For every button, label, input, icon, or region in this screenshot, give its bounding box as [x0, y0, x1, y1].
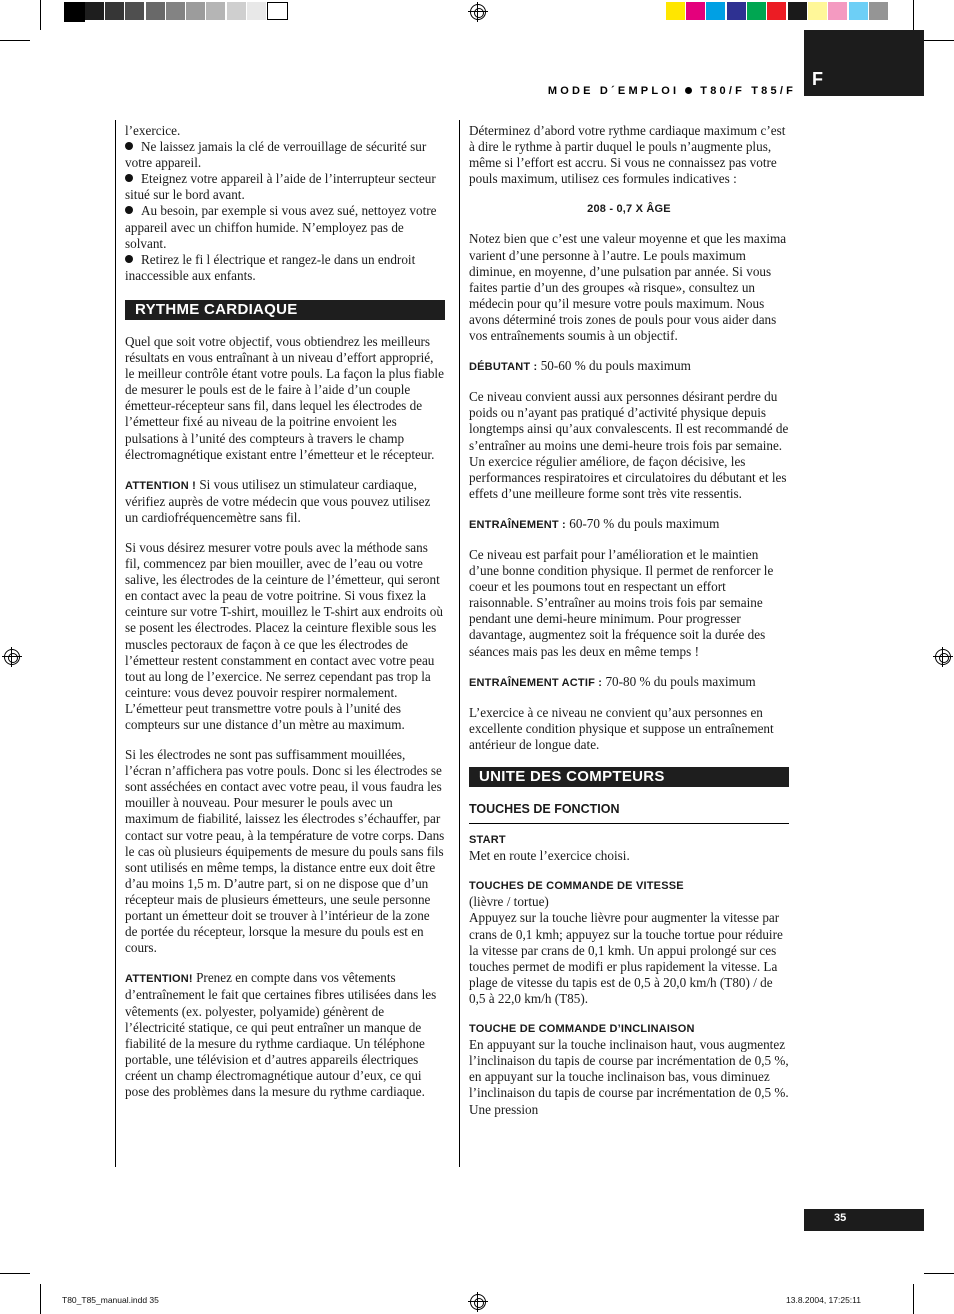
- paragraph: Notez bien que c’est une valeur moyenne et que les maxima varient d’une personne à l’autre. Le pouls maximum diminue, en moyenne, d’une pulsation par année. Si vous faites partie d’un des groupes «à risque», consultez un médecin pour qu’il mesure votre pouls maximum. Nous avons déterminé trois zones de pouls pour vous aider dans vos entraînements soumis à un objectif.: [469, 231, 787, 344]
- list-item: Ne laissez jamais la clé de verrouillage de sécurité sur votre appareil.: [125, 139, 427, 171]
- gray-swatch: [247, 2, 266, 20]
- bullet-dot-icon: [125, 206, 133, 214]
- gray-swatch: [267, 2, 288, 20]
- attention-label: ATTENTION!: [125, 973, 193, 986]
- color-swatch: [686, 2, 705, 20]
- crop-mark: [0, 1273, 30, 1274]
- page-number: 35: [834, 1212, 847, 1224]
- subsection-heading: TOUCHES DE FONCTION: [469, 801, 789, 824]
- zone-value: 60-70 % du pouls maximum: [569, 515, 720, 531]
- paragraph: Si vous désirez mesurer votre pouls avec la méthode sans fil, commencez par bien mouiller, avec de l’eau ou votre salive, les électrodes de la ceinture de l’émetteur, qui seront en contact avec la peau de votre poitrine. Si vous fixez la ceinture sur votre T-shirt, mouillez le T-shirt aux endroits où se posent les électrodes. Placez la ceinture flexible sous les muscles pectoraux de façon à ce que les électrodes de l’émetteur restent constamment en contact avec votre peau tout au long de l’exercice. Ne serrez cependant pas trop la ceinture: vous devez pouvoir respirer normalement. L’émetteur peut transmettre votre pouls à l’unité des compteurs sur une distance d’un mètre au maximum.: [125, 539, 443, 732]
- zone-beginner: [469, 358, 789, 375]
- gray-swatch: [166, 2, 185, 20]
- bullet-dot-icon: [125, 255, 133, 263]
- header-model-label: T80/F T85/F: [700, 85, 796, 97]
- zone-value: 70-80 % du pouls maximum: [605, 673, 756, 689]
- crop-mark: [924, 40, 954, 41]
- center-column-rule: [459, 120, 460, 1167]
- footer-file-name: T80_T85_manual.indd 35: [62, 1295, 159, 1305]
- gray-swatch: [105, 2, 124, 20]
- language-tab-label: F: [812, 69, 823, 89]
- color-swatch: [869, 2, 888, 20]
- color-swatch: [706, 2, 725, 20]
- key-description: En appuyant sur la touche inclinaison haut, vous augmentez l’inclinaison du tapis de course par incrémentation de 0,5 %, en appuyant sur la touche inclinaison bas, vous diminuez l’inclinaison du tapis de course par incrémentation de 0,5 %. Une pression: [469, 1037, 789, 1117]
- paragraph: Déterminez d’abord votre rythme cardiaque maximum c’est à dire le rythme à partir duquel le pouls n’augmente plus, même si l’effort est accru. Si vous ne connaissez pas votre pouls maximum, utilisez ces formules indicatives :: [469, 123, 786, 187]
- key-sublabel: (lièvre / tortue): [469, 894, 549, 910]
- crop-mark: [40, 0, 41, 30]
- crop-mark: [0, 40, 30, 41]
- gray-swatch: [146, 2, 165, 20]
- color-swatch: [666, 2, 685, 20]
- color-swatch: [849, 2, 868, 20]
- color-swatch: [808, 2, 827, 20]
- zone-active-training: [469, 674, 789, 691]
- registration-mark-icon: [470, 4, 486, 20]
- list-item: Au besoin, par exemple si vous avez sué, nettoyez votre appareil avec un chiffon humide. N’employez pas de solvant.: [125, 203, 437, 251]
- attention-note: ATTENTION ! Si vous utilisez un stimulateur cardiaque, vérifiez auprès de votre médecin que vous pouvez utilisez un cardiofréquencemètre sans fil.: [125, 476, 431, 525]
- color-swatch: [767, 2, 786, 20]
- crop-mark: [913, 1284, 914, 1314]
- paragraph: Si les électrodes ne sont pas suffisamment mouillées, l’écran n’affichera pas votre pouls. Donc si les électrodes se sont asséchées en contact avec votre peau, il vous faudra les mouiller à nouveau. Pour mesurer le pouls avec un maximum de fiabilité, laissez les électrodes s’échauffer, par contact sur votre peau, à la température de votre corps. Dans le cas où plusieurs équipements de mesure du pouls sans fils sont utilisés en même temps, la distance entre eux doit être d’au moins 1,5 m. D’autre part, si on ne dispose que d’un récepteur mais de plusieurs émetteurs, une seule personne portant un émetteur doit se trouver à l’intérieur de la zone de portée du récepteur, lorsque la mesure du pouls est en cours.: [125, 747, 445, 956]
- color-swatch: [747, 2, 766, 20]
- bullet-dot-icon: [125, 174, 133, 182]
- zone-label: ENTRAÎNEMENT :: [469, 518, 566, 531]
- zone-label: DÉBUTANT :: [469, 361, 538, 374]
- gray-swatch: [85, 2, 104, 20]
- crop-mark: [924, 1273, 954, 1274]
- paragraph: Ce niveau est parfait pour l’amélioration et le maintien d’une bonne condition physique. Il permet de renforcer le coeur et les poumons tout en respectant un effort raisonnable. S’entraîner au moins trois fois par semaine pendant une demi-heure minimum. Pour progresser davantage, augmentez soit la fréquence soit la durée des séances mais pas les deux en même temps !: [469, 546, 774, 659]
- list-item: Eteignez votre appareil à l’aide de l’interrupteur secteur situé sur le bord avant.: [125, 171, 436, 203]
- zone-label: ENTRAÎNEMENT ACTIF :: [469, 676, 603, 689]
- color-swatch: [727, 2, 746, 20]
- page-number-tab: [804, 1209, 924, 1231]
- gray-swatch: [227, 2, 246, 20]
- footer-timestamp: 13.8.2004, 17:25:11: [786, 1295, 861, 1305]
- running-header: [548, 85, 796, 97]
- header-left-label: MODE D´EMPLOI: [547, 85, 680, 97]
- key-description: Met en route l’exercice choisi.: [469, 848, 630, 864]
- list-item: Retirez le fi l électrique et rangez-le dans un endroit inaccessible aux enfants.: [125, 251, 416, 283]
- color-swatch: [828, 2, 847, 20]
- gray-swatch: [186, 2, 205, 20]
- section-heading-heart-rate: RYTHME CARDIAQUE: [125, 300, 445, 320]
- crop-mark: [913, 0, 914, 30]
- left-column: [125, 123, 445, 1100]
- section-heading-console: UNITE DES COMPTEURS: [469, 767, 789, 787]
- zone-value: 50-60 % du pouls maximum: [540, 358, 691, 374]
- key-description: Appuyez sur la touche lièvre pour augmenter la vitesse par crans de 0,1 kmh; appuyez sur la touche tortue pour réduire la vitesse par crans de 0,1 kmh. Un appui prolongé sur ces touches permet de modifi er plus rapidement la vitesse. La plage de vitesse du tapis est de 0,5 à 20,0 km/h (T80) / de 0,5 à 22,0 km/h (T85).: [469, 910, 783, 1006]
- color-swatch: [788, 2, 807, 20]
- paragraph: Quel que soit votre objectif, vous obtiendrez les meilleurs résultats en vous entraînant à un niveau d’effort approprié, le meilleur contrôle étant votre pouls. La façon la plus fiable de mesurer le pouls est de le faire à l’aide d’un couple émetteur-récepteur sans fil, dans lequel les électrodes de l’émetteur fixé au niveau de la poitrine envoient les pulsations à l’unité des compteurs à travers le champ électromagnétique existant entre l’émetteur et le récepteur.: [125, 333, 444, 462]
- left-column-rule: [115, 120, 116, 1167]
- language-tab: [804, 30, 924, 96]
- gray-swatch: [64, 2, 85, 22]
- attention-label: ATTENTION !: [125, 479, 197, 492]
- paragraph: L’exercice à ce niveau ne convient qu’aux personnes en excellente condition physique et suppose un entraînement antérieur de longue date.: [469, 704, 774, 752]
- key-label-incline: TOUCHE DE COMMANDE D’INCLINAISON: [469, 1023, 695, 1036]
- key-label-start: START: [469, 834, 506, 847]
- paragraph: Ce niveau convient aussi aux personnes désirant perdre du poids ou n’ayant pas pratiqué d’activité physique depuis longtemps ainsi qu’aux convalescents. Il est recommandé de s’entraîner au moins une demi-heure trois fois par semaine. Un exercice régulier améliore, de façon décisive, les performances respiratoires et circulatoires du débutant et les effets d’une meilleure forme sont très vite ressentis.: [469, 389, 789, 501]
- bullet-dot-icon: [685, 87, 692, 94]
- registration-mark-icon: [935, 649, 951, 665]
- zone-training: [469, 516, 789, 533]
- bullet-dot-icon: [125, 142, 133, 150]
- gray-swatch: [125, 2, 144, 20]
- registration-mark-icon: [470, 1294, 486, 1310]
- attention-note: ATTENTION! Prenez en compte dans vos vêtements d’entraînement le fait que certaines fibres utilisées dans les vêtements (ex. polyester, polyamide) génèrent de l’électricité statique, ce qui peut entraîner un manque de fiabilité de la mesure du rythme cardiaque. Un téléphone portable, une télévision et d’autres appareils électriques créent un champ électromagnétique autour d’eux, ce qui pose des problèmes dans la mesure du rythme cardiaque.: [125, 970, 437, 1099]
- crop-mark: [40, 1284, 41, 1314]
- registration-mark-icon: [4, 649, 20, 665]
- intro-text: l’exercice.: [125, 123, 181, 138]
- key-label-speed: TOUCHES DE COMMANDE DE VITESSE: [469, 880, 684, 893]
- right-column: [469, 123, 789, 1118]
- max-heart-rate-formula: 208 - 0,7 X ÂGE: [587, 203, 671, 216]
- gray-swatch: [206, 2, 225, 20]
